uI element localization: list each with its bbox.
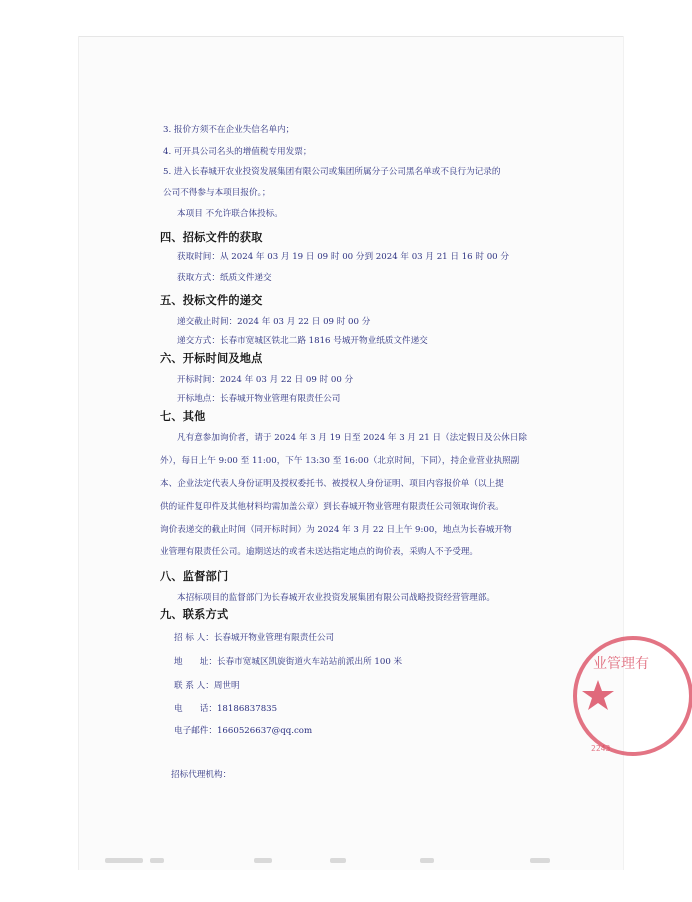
contact-person: 联 系 人：周世明 <box>174 681 240 691</box>
scan-mark <box>254 858 272 863</box>
supervision-para: 本招标项目的监督部门为长春城开农业投资发展集团有限公司战略投资经营管理部。 <box>177 593 495 603</box>
scan-mark <box>105 858 143 863</box>
section-heading-9: 九、联系方式 <box>160 608 229 621</box>
seal-digits: 2243 <box>591 744 611 753</box>
company-seal <box>565 630 692 760</box>
contact-tenderer: 招 标 人：长春城开物业管理有限责任公司 <box>174 633 335 643</box>
requirement-4: 4. 可开具公司名头的增值税专用发票； <box>163 147 312 157</box>
section-heading-6: 六、开标时间及地点 <box>160 352 263 365</box>
other-para-5: 询价表递交的截止时间（同开标时间）为 2024 年 3 月 22 日上午 9:00，地点为长春城开物 <box>160 525 512 535</box>
other-para-4: 供的证件复印件及其他材料均需加盖公章）到长春城开物业管理有限责任公司领取询价表。 <box>160 502 504 512</box>
section-heading-8: 八、监督部门 <box>160 570 229 583</box>
scan-mark <box>420 858 434 863</box>
requirement-5: 5. 进入长春城开农业投资发展集团有限公司或集团所属分子公司黑名单或不良行为记录的 <box>163 167 501 177</box>
section-heading-7: 七、其他 <box>160 410 206 423</box>
scan-mark <box>530 858 550 863</box>
acquire-time: 获取时间：从 2024 年 03 月 19 日 09 时 00 分到 2024 年 03 月 21 日 16 时 00 分 <box>177 252 509 262</box>
other-para-3: 本、企业法定代表人身份证明及授权委托书、被授权人身份证明、项目内容报价单（以上提 <box>160 479 504 489</box>
submit-deadline: 递交截止时间：2024 年 03 月 22 日 09 时 00 分 <box>177 317 371 327</box>
seal-text: 业管理有 <box>593 656 649 672</box>
contact-phone: 电 话：18186837835 <box>174 704 278 714</box>
consortium-note: 本项目 不允许联合体投标。 <box>177 209 283 219</box>
other-para-2: 外），每日上午 9:00 至 11:00，下午 13:30 至 16:00（北京时间，下同），持企业营业执照副 <box>160 456 520 466</box>
contact-address: 地 址：长春市宽城区凯旋街道火车站站前派出所 100 米 <box>174 657 403 667</box>
opening-time: 开标时间：2024 年 03 月 22 日 09 时 00 分 <box>177 375 354 385</box>
requirement-3: 3. 报价方须不在企业失信名单内； <box>163 125 295 135</box>
other-para-1: 凡有意参加询价者，请于 2024 年 3 月 19 日至 2024 年 3 月 21 日（法定假日及公休日除 <box>177 433 527 443</box>
acquire-method: 获取方式：纸质文件递交 <box>177 273 272 283</box>
seal-star-icon <box>582 680 614 710</box>
submit-method: 递交方式：长春市宽城区铁北二路 1816 号城开物业纸质文件递交 <box>177 336 428 346</box>
opening-place: 开标地点：长春城开物业管理有限责任公司 <box>177 394 341 404</box>
agency-label: 招标代理机构： <box>171 770 232 780</box>
section-heading-4: 四、招标文件的获取 <box>160 231 263 244</box>
requirement-5-cont: 公司不得参与本项目报价。； <box>163 188 271 198</box>
contact-email: 电子邮件：1660526637@qq.com <box>174 726 313 736</box>
section-heading-5: 五、投标文件的递交 <box>160 294 263 307</box>
other-para-6: 业管理有限责任公司。逾期送达的或者未送达指定地点的询价表，采购人不予受理。 <box>160 547 478 557</box>
scan-mark <box>330 858 346 863</box>
scan-mark <box>150 858 164 863</box>
